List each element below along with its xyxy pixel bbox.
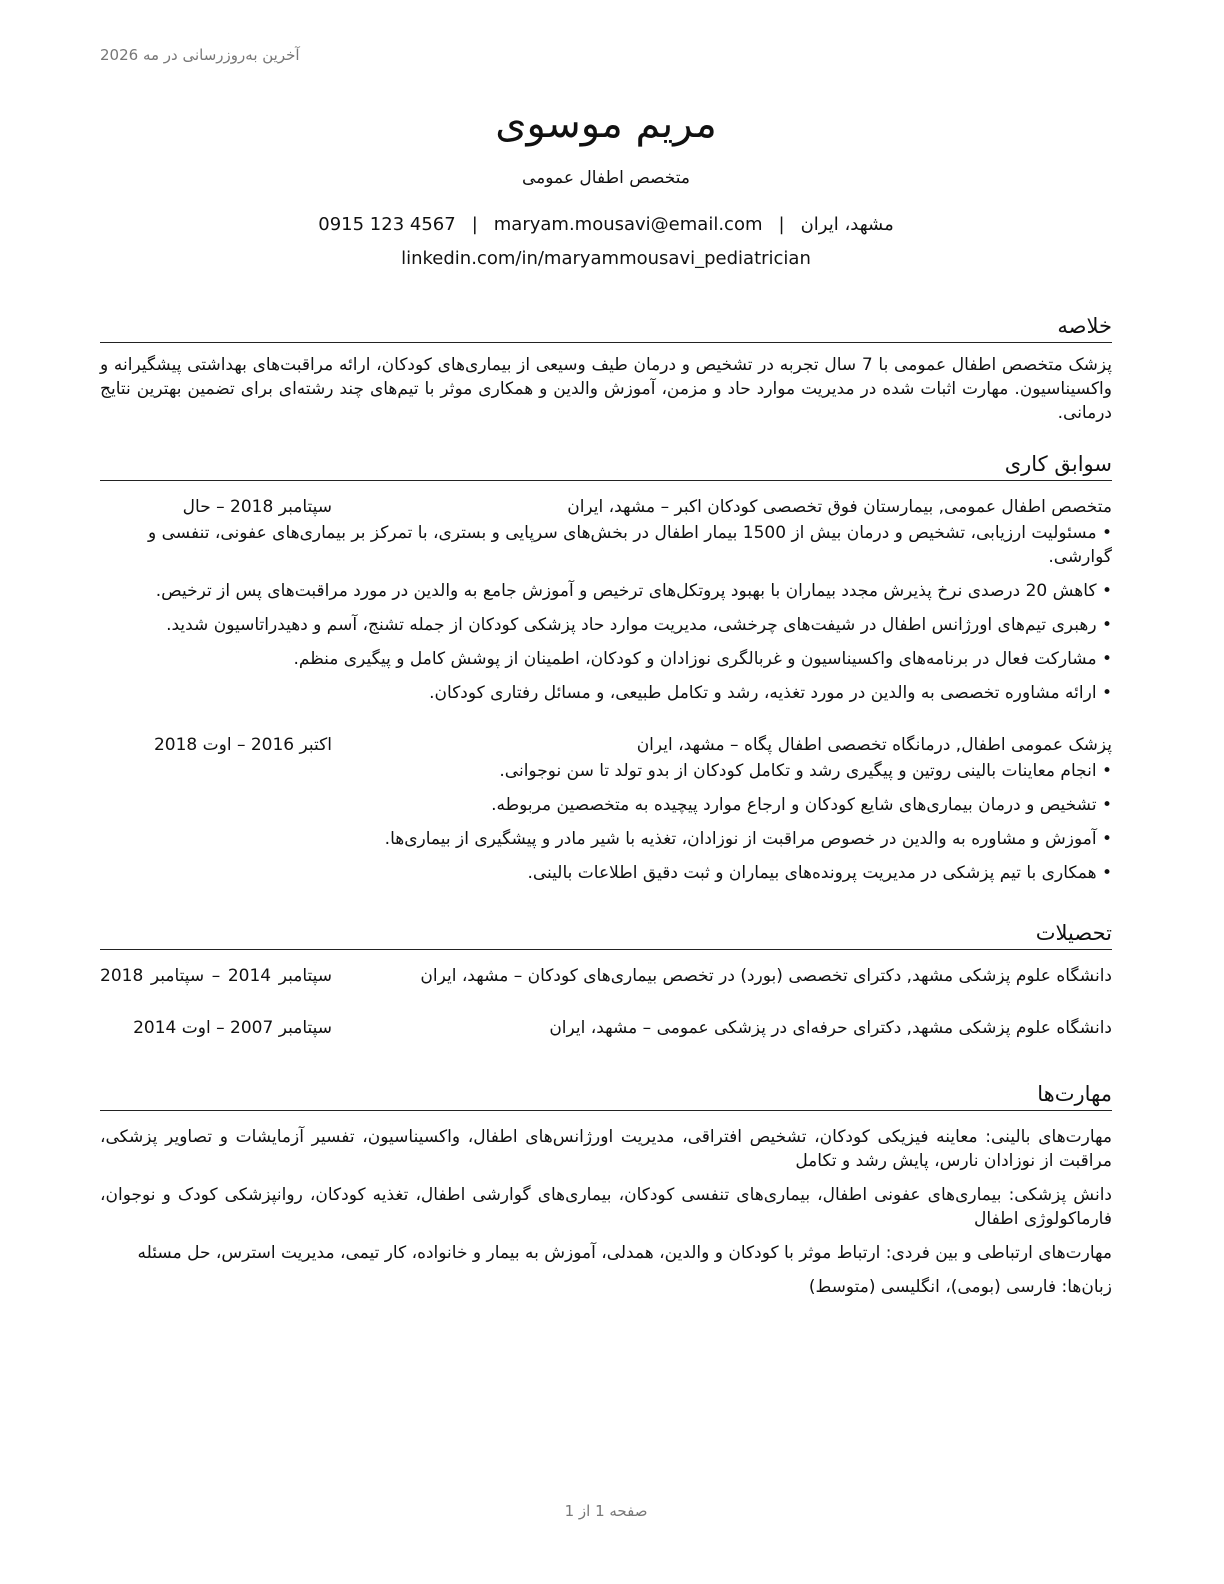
last-updated-note: آخرین به‌روزرسانی در مه 2026 bbox=[100, 46, 300, 64]
education-text: دانشگاه علوم پزشکی مشهد, دکترای حرفه‌ای در پزشکی عمومی – مشهد، ایران bbox=[549, 1018, 1112, 1038]
education-entry bbox=[100, 964, 1112, 988]
list-item: • رهبری تیم‌های اورژانس اطفال در شیفت‌های چرخشی، مدیریت موارد حاد پزشکی کودکان از جمله تشنج، آسم و دهیدراتاسیون شدید. bbox=[100, 613, 1112, 637]
skill-line: زبان‌ها: فارسی (بومی)، انگلیسی (متوسط) bbox=[808, 1277, 1112, 1297]
education-section bbox=[100, 919, 1112, 1068]
list-item: • مشارکت فعال در برنامه‌های واکسیناسیون و غربالگری نوزادان و کودکان، اطمینان از پوشش کامل و پیگیری منظم. bbox=[100, 647, 1112, 671]
separator: | bbox=[471, 214, 478, 235]
job-entry bbox=[100, 733, 1112, 885]
education-dates: سپتامبر 2014 – سپتامبر 2018 bbox=[100, 966, 332, 986]
education-text: دانشگاه علوم پزشکی مشهد, دکترای تخصصی (بورد) در تخصص بیماری‌های کودکان – مشهد، ایران bbox=[420, 966, 1112, 986]
job-dates: سپتامبر 2018 – حال bbox=[182, 497, 332, 517]
location: مشهد، ایران bbox=[800, 214, 894, 235]
list-item: • ارائه مشاوره تخصصی به والدین در مورد تغذیه، رشد و تکامل طبیعی، و مسائل رفتاری کودکان. bbox=[100, 681, 1112, 705]
list-item: • تشخیص و درمان بیماری‌های شایع کودکان و ارجاع موارد پیچیده به متخصصین مربوطه. bbox=[100, 793, 1112, 817]
skill-line: مهارت‌های بالینی: معاینه فیزیکی کودکان، تشخیص افتراقی، مدیریت اورژانس‌های اطفال، واکسیناسیون، تفسیر آزمایشات و تصاویر پزشکی، مراقبت از نوزادان نارس، پایش رشد و تکامل bbox=[100, 1127, 1112, 1171]
separator: | bbox=[778, 214, 785, 235]
list-item: • کاهش 20 درصدی نرخ پذیرش مجدد بیماران با بهبود پروتکل‌های ترخیص و آموزش جامع به والدین در مورد مراقبت‌های پس از ترخیص. bbox=[100, 579, 1112, 603]
summary-section bbox=[100, 312, 1112, 425]
section-heading: خلاصه bbox=[100, 312, 1112, 343]
skills-section bbox=[100, 1080, 1112, 1309]
person-name: مریم موسوی bbox=[495, 101, 717, 147]
resume-page bbox=[100, 0, 1112, 1584]
contact-info bbox=[100, 208, 1112, 276]
job-header bbox=[100, 495, 1112, 519]
linkedin-link[interactable]: linkedin.com/in/maryammousavi_pediatrician bbox=[401, 248, 811, 269]
skill-line: مهارت‌های ارتباطی و بین فردی: ارتباط موثر با کودکان و والدین، همدلی، آموزش به بیمار و خانواده، کار تیمی، مدیریت استرس، حل مسئله bbox=[137, 1243, 1112, 1263]
email-link[interactable]: maryam.mousavi@email.com bbox=[493, 214, 763, 235]
experience-section bbox=[100, 450, 1112, 885]
job-header bbox=[100, 733, 1112, 757]
job-entry bbox=[100, 495, 1112, 705]
job-bullets bbox=[100, 759, 1112, 885]
education-entry bbox=[100, 1016, 1112, 1040]
job-title: متخصص اطفال عمومی bbox=[522, 168, 690, 188]
list-item: • همکاری با تیم پزشکی در مدیریت پرونده‌های بیماران و ثبت دقیق اطلاعات بالینی. bbox=[100, 861, 1112, 885]
resume-header bbox=[100, 96, 1112, 276]
section-heading: سوابق کاری bbox=[100, 450, 1112, 481]
page-number: صفحه 1 از 1 bbox=[564, 1502, 648, 1520]
list-item: • انجام معاینات بالینی روتین و پیگیری رشد و تکامل کودکان از بدو تولد تا سن نوجوانی. bbox=[100, 759, 1112, 783]
summary-text: پزشک متخصص اطفال عمومی با 7 سال تجربه در تشخیص و درمان طیف وسیعی از بیماری‌های کودکان، ارائه مراقبت‌های بهداشتی پیشگیرانه و واکسیناسیون. مهارت اثبات شده در مدیریت موارد حاد و مزمن، آموزش والدین و همکاری موثر با تیم‌های چند رشته‌ای برای تضمین بهترین نتایج درمانی. bbox=[100, 355, 1112, 423]
job-role-org: پزشک عمومی اطفال, درمانگاه تخصصی اطفال پگاه – مشهد، ایران bbox=[636, 735, 1112, 755]
section-heading: مهارت‌ها bbox=[100, 1080, 1112, 1111]
list-item: • مسئولیت ارزیابی، تشخیص و درمان بیش از 1500 بیمار اطفال در بخش‌های سرپایی و بستری، با تمرکز بر بیماری‌های عفونی، تنفسی و گوارشی. bbox=[100, 521, 1112, 569]
job-dates: اکتبر 2016 – اوت 2018 bbox=[153, 735, 332, 755]
section-heading: تحصیلات bbox=[100, 919, 1112, 950]
job-bullets bbox=[100, 521, 1112, 705]
education-dates: سپتامبر 2007 – اوت 2014 bbox=[133, 1018, 332, 1038]
list-item: • آموزش و مشاوره به والدین در خصوص مراقبت از نوزادان، تغذیه با شیر مادر و پیشگیری از بیماری‌ها. bbox=[100, 827, 1112, 851]
phone-number: 0915 123 4567 bbox=[318, 214, 456, 235]
skill-line: دانش پزشکی: بیماری‌های عفونی اطفال، بیماری‌های تنفسی کودکان، بیماری‌های گوارشی اطفال، تغذیه کودکان، روانپزشکی کودک و نوجوان، فارماکولوژی اطفال bbox=[100, 1185, 1112, 1229]
job-role-org: متخصص اطفال عمومی, بیمارستان فوق تخصصی کودکان اکبر – مشهد، ایران bbox=[567, 497, 1112, 517]
